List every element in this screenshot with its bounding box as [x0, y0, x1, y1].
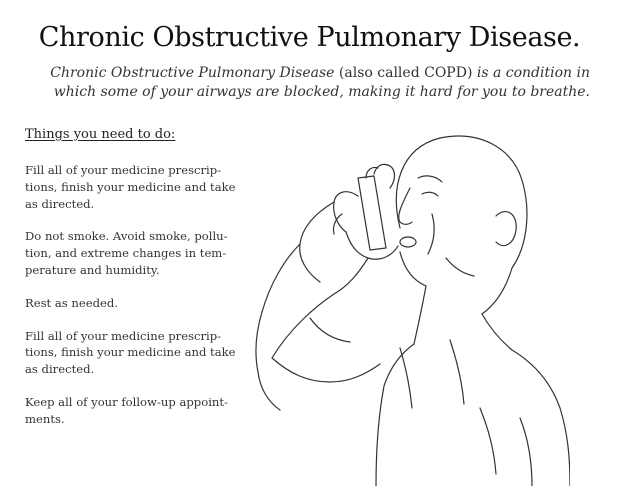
page-subtitle [30, 64, 590, 102]
instruction-item: Keep all of your follow-up appoint- ments. [25, 394, 228, 426]
page-title: Chronic Obstructive Pulmonary Disease. [38, 22, 581, 53]
subtitle-abbreviation: (also called COPD) [334, 65, 477, 81]
instruction-item: Fill all of your medicine prescrip- tions, finish your medicine and take as directed. [25, 163, 236, 211]
section-heading: Things you need to do: [25, 127, 176, 142]
subtitle-disease-name: Chronic Obstructive Pulmonary Disease [50, 65, 335, 81]
man-using-inhaler-icon [250, 118, 570, 486]
instruction-list [25, 162, 250, 444]
subtitle-description: is a condition in which some of your airways are blocked, making it hard for you to breathe. [53, 65, 590, 100]
instruction-item: Do not smoke. Avoid smoke, pollu- tion, and extreme changes in tem- perature and humidity. [25, 229, 228, 277]
instruction-item: Rest as needed. [25, 295, 119, 310]
instruction-item: Fill all of your medicine prescrip- tions, finish your medicine and take as directed. [25, 328, 236, 377]
